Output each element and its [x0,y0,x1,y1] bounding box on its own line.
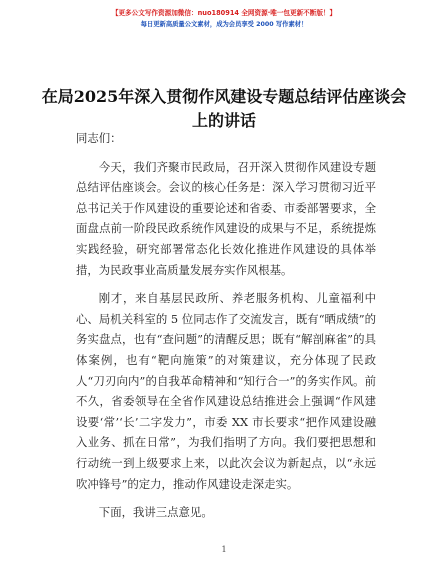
promo-banner-line-1: 【更多公文写作资源加微信：nuo180914 全网资源·唯一包更新不断版！】 [111,9,337,17]
paragraph-2: 刚才，来自基层民政所、养老服务机构、儿童福利中心、局机关科室的 5 位同志作了交流发言，既有“晒成绩”的务实盘点，也有“查问题”的清醒反思；既有“解剖麻雀”的具体案例，也有“靶向施策”的对策建议，充分体现了民政人“刀刃向内”的自我革命精神和“知行合一”的务实作风。前不久，省委领导在全省作风建设总结推进会上强调“作风建设要‘常’‘长’二字发力”，市委 XX 市长要求“把作风建设融入业务、抓在日常”，为我们指明了方向。我们要把思想和行动统一到上级要求上来，以此次会议为新起点，以“永远吹冲锋号”的定力，推动作风建设走深走实。 [76,291,376,491]
promo-banner-line-2: 每日更新高质量公文素材，成为会员享受 2000 写作素材！ [140,21,308,28]
salutation: 同志们： [76,131,122,145]
page-number: 1 [221,545,227,554]
document-body [76,128,376,531]
paragraph-3: 下面，我讲三点意见。 [98,505,213,520]
document-title: 在局2025年深入贯彻作风建设专题总结评估座谈会上的讲话 [41,87,407,130]
paragraph-1: 今天，我们齐聚市民政局，召开深入贯彻作风建设专题总结评估座谈会。会议的核心任务是：深入学习贯彻习近平总书记关于作风建设的重要论述和省委、市委部署要求，全面盘点前一阶段民政系统作风建设的成果与不足，系统提炼实践经验，研究部署常态化长效化推进作风建设的具体举措，为民政事业高质量发展夯实作风根基。 [76,159,376,277]
